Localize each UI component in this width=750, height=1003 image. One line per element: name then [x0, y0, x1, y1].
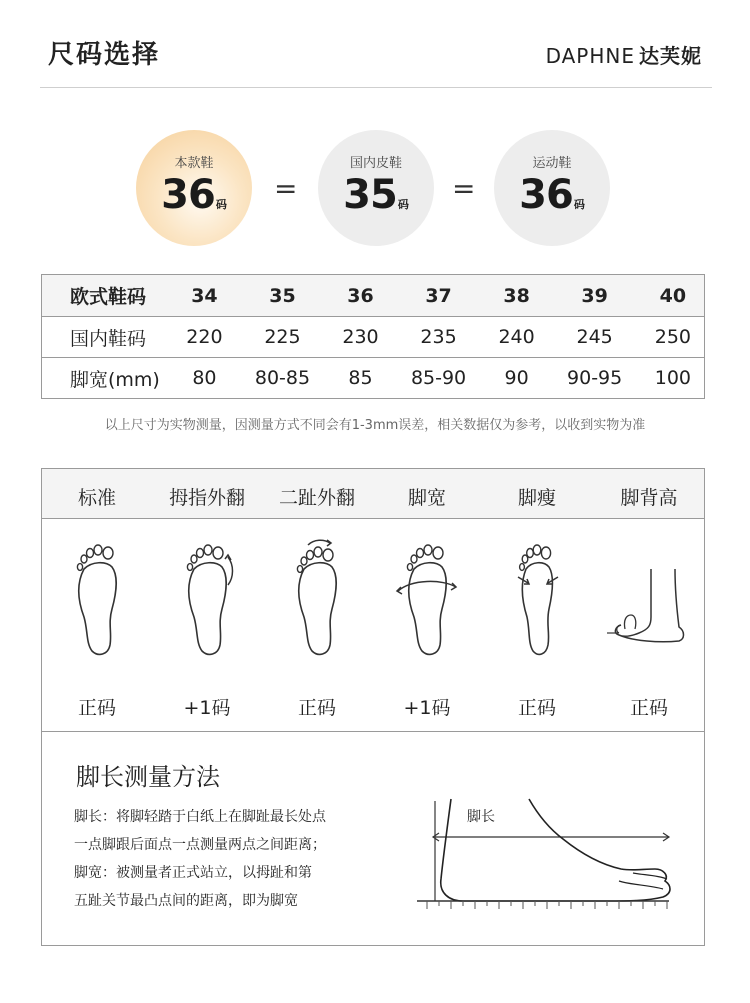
size-equivalence: [0, 130, 750, 250]
standard-foot-icon: [62, 539, 132, 659]
foot-type-result: 正码: [77, 697, 116, 719]
sneaker-size-circle: [494, 130, 610, 246]
table-cell: 245: [548, 317, 642, 358]
brand-name-cn: 达芙妮: [639, 44, 702, 68]
table-cell: 37: [391, 275, 485, 317]
page-header: [40, 30, 712, 88]
brand-logo: [546, 40, 702, 69]
foot-type-result: +1码: [403, 697, 451, 719]
this-shoe-size-circle: [136, 130, 252, 246]
foot-type-item: [152, 539, 262, 720]
instruction-line: 一点脚跟后面点一点测量两点之间距离；: [74, 837, 326, 853]
foot-type-item: [482, 539, 592, 720]
foot-type-header: [42, 469, 704, 519]
foot-type-guide: [41, 468, 705, 946]
foot-type-item: [42, 539, 152, 720]
instruction-line: 五趾关节最凸点间的距离，即为脚宽: [74, 893, 298, 909]
high-instep-foot-icon: [599, 539, 699, 659]
table-cell: 34: [174, 275, 236, 317]
bunion-foot-icon: [172, 539, 242, 659]
foot-type-item: [594, 539, 704, 720]
foot-type-label: 标准: [77, 487, 116, 509]
measure-instructions: [74, 803, 384, 915]
table-row-width: [42, 358, 705, 399]
table-cell: 40: [642, 275, 705, 317]
circle-label: 本款鞋: [174, 156, 214, 171]
leather-shoe-size-circle: [318, 130, 434, 246]
circle-size: 36码: [519, 172, 585, 218]
table-cell: 36: [330, 275, 392, 317]
wide-foot-icon: [392, 539, 462, 659]
instruction-line: 脚宽：被测量者正式站立，以拇趾和第: [74, 865, 312, 881]
page-title: 尺码选择: [48, 40, 161, 70]
foot-type-result: 正码: [629, 697, 668, 719]
table-cell: 80-85: [235, 358, 329, 399]
table-cell: 85: [330, 358, 392, 399]
row-header: 国内鞋码: [42, 317, 174, 358]
brand-name-en: DAPHNE: [545, 44, 635, 68]
table-cell: 225: [235, 317, 329, 358]
foot-type-result: +1码: [183, 697, 231, 719]
table-cell: 35: [235, 275, 329, 317]
row-header: 欧式鞋码: [42, 275, 174, 317]
circle-label: 运动鞋: [532, 156, 572, 171]
table-row-eu: [42, 275, 705, 317]
circle-size: 35码: [343, 172, 409, 218]
table-cell: 235: [391, 317, 485, 358]
table-cell: 39: [548, 275, 642, 317]
circle-size: 36码: [161, 172, 227, 218]
table-row-cn: [42, 317, 705, 358]
table-cell: 230: [330, 317, 392, 358]
row-header: 脚宽(mm): [42, 358, 174, 399]
foot-type-label: 脚瘦: [517, 487, 556, 509]
table-cell: 80: [174, 358, 236, 399]
foot-type-row: [42, 539, 704, 739]
measure-title: 脚长测量方法: [76, 763, 220, 791]
second-toe-foot-icon: [282, 539, 352, 659]
foot-type-label: 二趾外翻: [278, 487, 355, 509]
equals-sign: =: [452, 172, 476, 205]
foot-type-item: [372, 539, 482, 720]
foot-type-item: [262, 539, 372, 720]
table-cell: 38: [486, 275, 548, 317]
table-cell: 240: [486, 317, 548, 358]
table-cell: 90: [486, 358, 548, 399]
table-cell: 250: [642, 317, 705, 358]
table-cell: 85-90: [391, 358, 485, 399]
foot-length-diagram: [407, 789, 677, 919]
circle-label: 国内皮鞋: [349, 156, 402, 171]
narrow-foot-icon: [502, 539, 572, 659]
section-divider: [42, 731, 704, 732]
instruction-line: 脚长：将脚轻踏于白纸上在脚趾最长处点: [74, 809, 326, 825]
table-cell: 100: [642, 358, 705, 399]
table-cell: 220: [174, 317, 236, 358]
foot-type-label: 脚宽: [407, 487, 446, 509]
equals-sign: =: [274, 172, 298, 205]
measurement-note: 以上尺寸为实物测量，因测量方式不同会有1-3mm误差，相关数据仅为参考，以收到实物为准: [104, 418, 646, 433]
foot-type-label: 拇指外翻: [168, 487, 245, 509]
foot-type-result: 正码: [517, 697, 556, 719]
table-cell: 90-95: [548, 358, 642, 399]
diagram-label: 脚长: [467, 809, 495, 825]
foot-type-result: 正码: [297, 697, 336, 719]
size-chart-table: [41, 274, 705, 399]
foot-type-label: 脚背高: [620, 487, 678, 509]
